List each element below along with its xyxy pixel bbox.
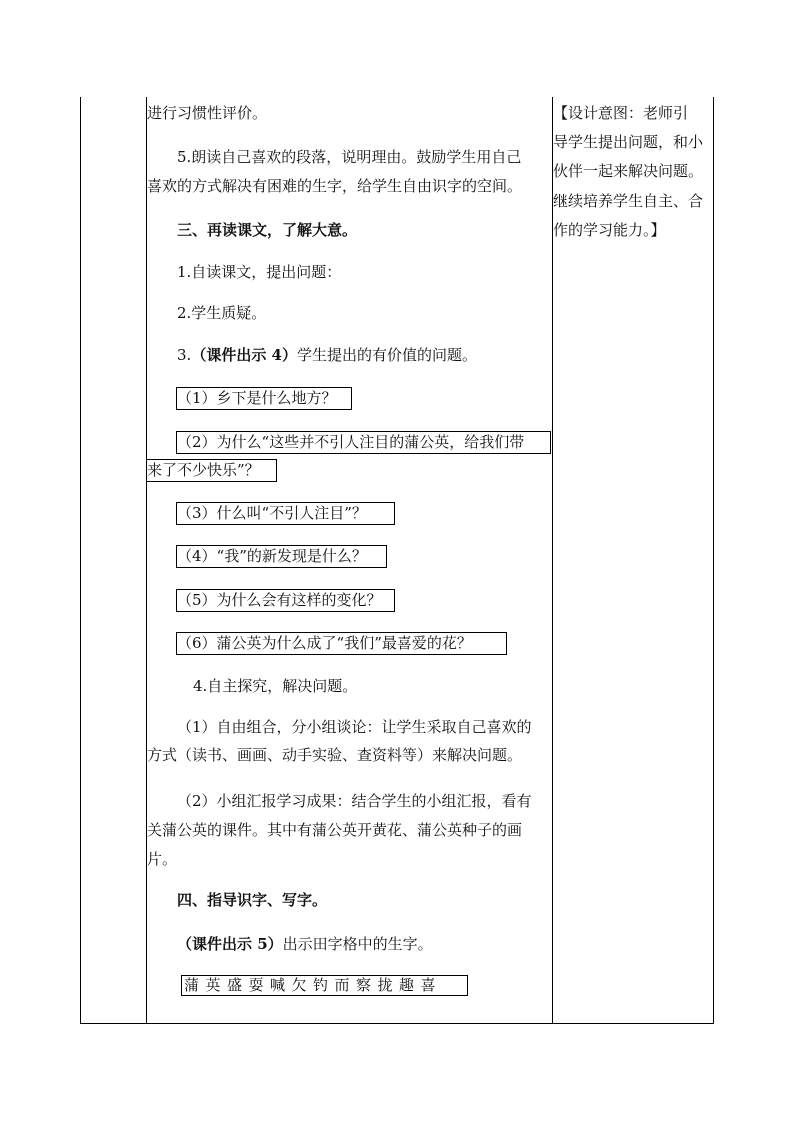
table-bottom-border: [80, 1023, 714, 1024]
section-heading-3: 三、再读课文，了解大意。: [177, 221, 358, 239]
activity-2-line3: 片。: [147, 850, 178, 868]
activity-1-line2: 方式（读书、画画、动手实验、查资料等）来解决问题。: [147, 746, 523, 764]
new-characters-box: 蒲英盛耍喊欠钓而察拢趣喜: [181, 975, 468, 996]
step-3-text: 学生提出的有价值的问题。: [296, 346, 477, 364]
design-intent-line4: 继续培养学生自主、合: [553, 192, 704, 210]
question-1: （1）乡下是什么地方？: [177, 389, 337, 407]
step-4: 4.自主探究，解决问题。: [193, 677, 358, 695]
paragraph-read-aloud-2: 喜欢的方式解决有困难的生字，给学生自由识字的空间。: [147, 177, 523, 195]
courseware-note-5: （课件出示 5）: [177, 935, 283, 953]
question-4: （4）“我”的新发现是什么？: [177, 547, 367, 565]
table-right-border: [713, 97, 714, 1024]
section-heading-4: 四、指导识字、写字。: [177, 891, 328, 909]
question-5: （5）为什么会有这样的变化？: [177, 591, 382, 609]
paragraph-read-aloud-1: 5.朗读自己喜欢的段落，说明理由。鼓励学生用自己: [177, 148, 522, 166]
step-2: 2.学生质疑。: [177, 304, 267, 322]
table-left-border: [80, 97, 81, 1024]
courseware-note-4: （课件出示 4）: [191, 346, 297, 364]
question-2-line2: 来了不少快乐”？: [147, 461, 260, 479]
column-divider-1: [146, 97, 147, 1024]
step-5: [177, 935, 433, 953]
design-intent-line3: 伙伴一起来解决问题。: [553, 162, 704, 180]
activity-1-line1: （1）自由组合，分小组谈论：让学生采取自己喜欢的: [177, 718, 532, 736]
step-1: 1.自读课文，提出问题：: [177, 263, 342, 281]
design-intent-line5: 作的学习能力。】: [553, 221, 666, 239]
design-intent-line2: 导学生提出问题，和小: [553, 133, 704, 151]
design-intent-line1: 【设计意图：老师引: [553, 104, 689, 122]
activity-2-line1: （2）小组汇报学习成果：结合学生的小组汇报，看有: [177, 792, 532, 810]
activity-2-line2: 关蒲公英的课件。其中有蒲公英开黄花、蒲公英种子的画: [147, 821, 523, 839]
step-5-text: 出示田字格中的生字。: [282, 935, 433, 953]
step-3: [177, 346, 477, 364]
step-3-number: 3.: [177, 346, 192, 364]
question-3: （3）什么叫“不引人注目”？: [177, 504, 367, 522]
question-6: （6）蒲公英为什么成了“我们”最喜爱的花？: [177, 634, 472, 652]
paragraph-evaluation: 进行习惯性评价。: [147, 104, 268, 122]
question-2-line1: （2）为什么“这些并不引人注目的蒲公英，给我们带: [177, 433, 525, 451]
